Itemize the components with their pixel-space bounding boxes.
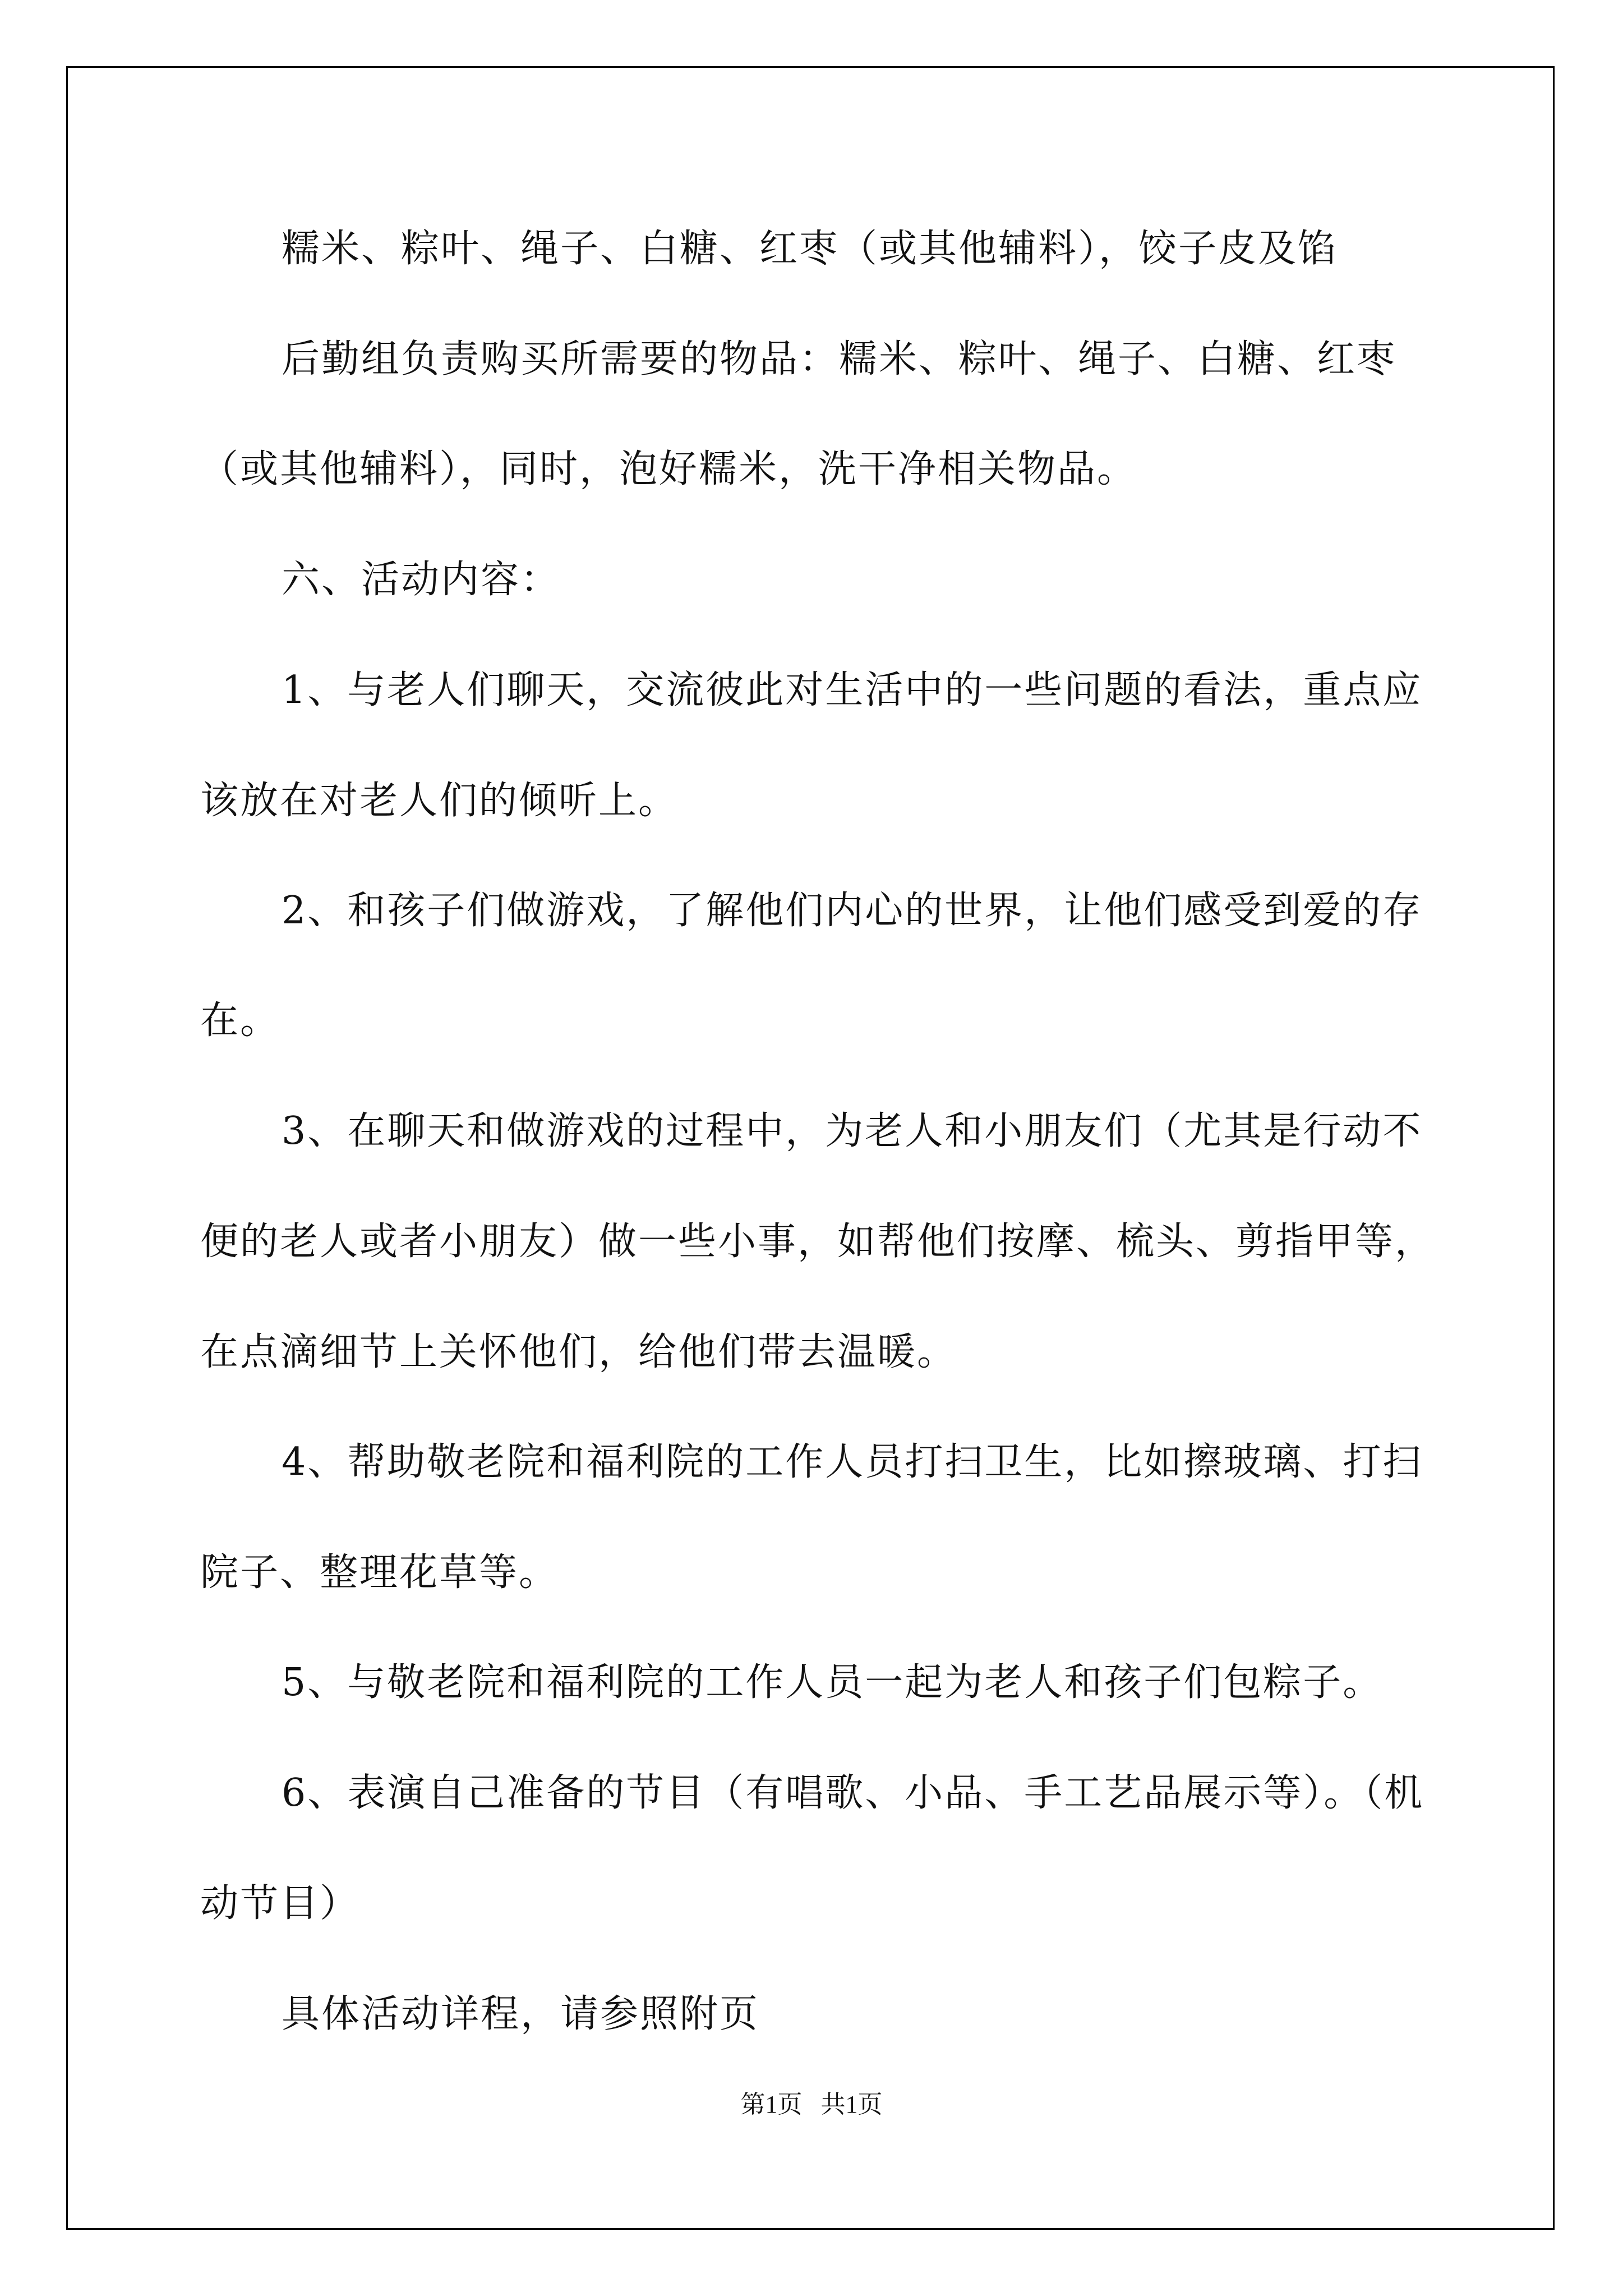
closing-note: 具体活动详程，请参照附页	[282, 1992, 760, 2036]
list-item-text: 3、在聊天和做游戏的过程中，为老人和小朋友们（尤其是行动不	[282, 1109, 1423, 1153]
list-item-text: 4、帮助敬老院和福利院的工作人员打扫卫生，比如擦玻璃、打扫	[282, 1440, 1423, 1484]
list-item-text: 5、与敬老院和福利院的工作人员一起为老人和孩子们包粽子。	[282, 1660, 1383, 1705]
page-number: 第1页 共1页	[740, 2091, 883, 2118]
list-item-text: 在。	[200, 999, 280, 1043]
list-item-text: 该放在对老人们的倾听上。	[200, 779, 679, 823]
section-heading: 六、活动内容：	[282, 558, 561, 602]
text-line: 后勤组负责购买所需要的物品：糯米、粽叶、绳子、白糖、红枣	[282, 337, 1397, 381]
list-item-text: 在点滴细节上关怀他们，给他们带去温暖。	[200, 1330, 957, 1374]
list-item-text: 便的老人或者小朋友）做一些小事，如帮他们按摩、梳头、剪指甲等，	[200, 1220, 1435, 1264]
list-item-text: 2、和孩子们做游戏，了解他们内心的世界，让他们感受到爱的存	[282, 889, 1423, 933]
text-line: （或其他辅料），同时，泡好糯米，洗干净相关物品。	[200, 447, 1137, 491]
list-item-text: 1、与老人们聊天，交流彼此对生活中的一些问题的看法，重点应	[282, 668, 1423, 712]
list-item-text: 6、表演自己准备的节目（有唱歌、小品、手工艺品展示等）。（机	[282, 1771, 1424, 1815]
text-line: 糯米、粽叶、绳子、白糖、红枣（或其他辅料），饺子皮及馅	[282, 227, 1338, 271]
list-item-text: 院子、整理花草等。	[200, 1550, 559, 1595]
list-item-text: 动节目）	[200, 1881, 360, 1926]
